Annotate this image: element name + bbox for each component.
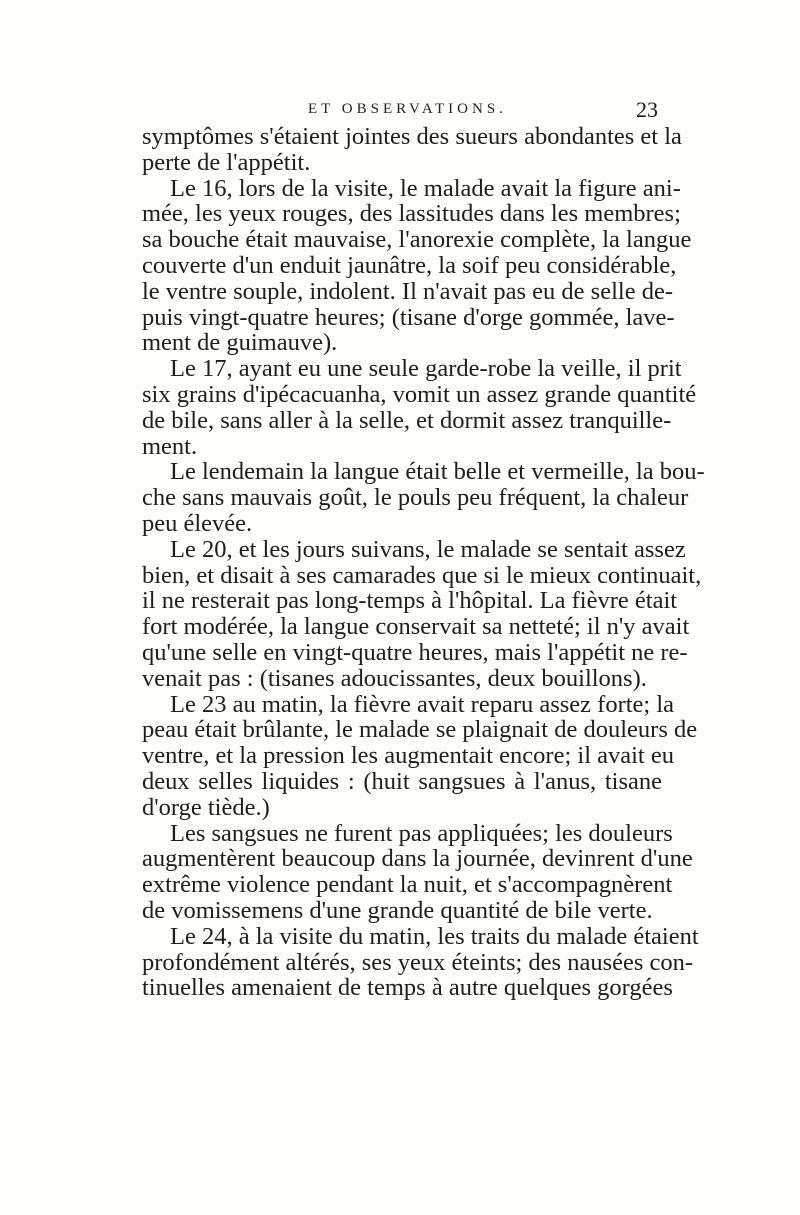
text-line: che sans mauvais goût, le pouls peu fréquent, la chaleur	[142, 484, 689, 512]
running-head: ET OBSERVATIONS.	[308, 101, 507, 117]
text-line: Le 16, lors de la visite, le malade avait la figure ani-	[170, 174, 681, 202]
text-line: augmentèrent beaucoup dans la journée, devinrent d'une	[142, 845, 693, 873]
text-line: venait pas : (tisanes adoucissantes, deux bouillons).	[142, 664, 647, 692]
text-line: bien, et disait à ses camarades que si le mieux continuait,	[142, 561, 702, 589]
body-text	[142, 123, 705, 1002]
text-line: Le 24, à la visite du matin, les traits du malade étaient	[170, 922, 699, 950]
text-line: fort modérée, la langue conservait sa netteté; il n'y avait	[142, 613, 690, 641]
text-line: de vomissemens d'une grande quantité de bile verte.	[142, 896, 653, 924]
text-line: peau était brûlante, le malade se plaignait de douleurs de	[142, 716, 698, 744]
text-line: six grains d'ipécacuanha, vomit un assez grande quantité	[142, 380, 697, 408]
text-line: couverte d'un enduit jaunâtre, la soif peu considérable,	[142, 251, 677, 279]
text-line: d'orge tiède.)	[142, 793, 270, 821]
text-line: qu'une selle en vingt-quatre heures, mais l'appétit ne re-	[142, 638, 688, 666]
text-line: il ne resterait pas long-temps à l'hôpital. La fièvre était	[142, 587, 678, 615]
text-line: sa bouche était mauvaise, l'anorexie complète, la langue	[142, 226, 692, 254]
text-line: mée, les yeux rouges, des lassitudes dans les membres;	[142, 200, 681, 228]
text-line: Le 17, ayant eu une seule garde-robe la veille, il prit	[170, 355, 682, 383]
text-line: ment de guimauve).	[142, 329, 338, 357]
text-line: extrême violence pendant la nuit, et s'accompagnèrent	[142, 871, 673, 899]
text-line: profondément altérés, ses yeux éteints; des nausées con-	[142, 948, 694, 976]
text-line: tinuelles amenaient de temps à autre quelques gorgées	[142, 974, 673, 1002]
text-line: Le 23 au matin, la fièvre avait reparu assez forte; la	[170, 690, 675, 718]
text-line: peu élevée.	[142, 509, 253, 537]
text-line: Les sangsues ne furent pas appliquées; les douleurs	[170, 819, 673, 847]
text-line: le ventre souple, indolent. Il n'avait pas eu de selle de-	[142, 277, 673, 305]
text-line: Le 20, et les jours suivans, le malade se sentait assez	[170, 535, 686, 563]
text-line: Le lendemain la langue était belle et vermeille, la bou-	[170, 458, 705, 486]
text-line: puis vingt-quatre heures; (tisane d'orge gommée, lave-	[142, 303, 675, 331]
text-line: ment.	[142, 432, 198, 460]
page-number: 23	[636, 97, 658, 122]
text-line: deux selles liquides : (huit sangsues à l'anus, tisane	[142, 767, 662, 795]
text-line: ventre, et la pression les augmentait encore; il avait eu	[142, 742, 674, 770]
text-line: symptômes s'étaient jointes des sueurs abondantes et la	[142, 123, 682, 150]
text-line: perte de l'appétit.	[142, 148, 311, 176]
text-line: de bile, sans aller à la selle, et dormit assez tranquille-	[142, 406, 672, 434]
